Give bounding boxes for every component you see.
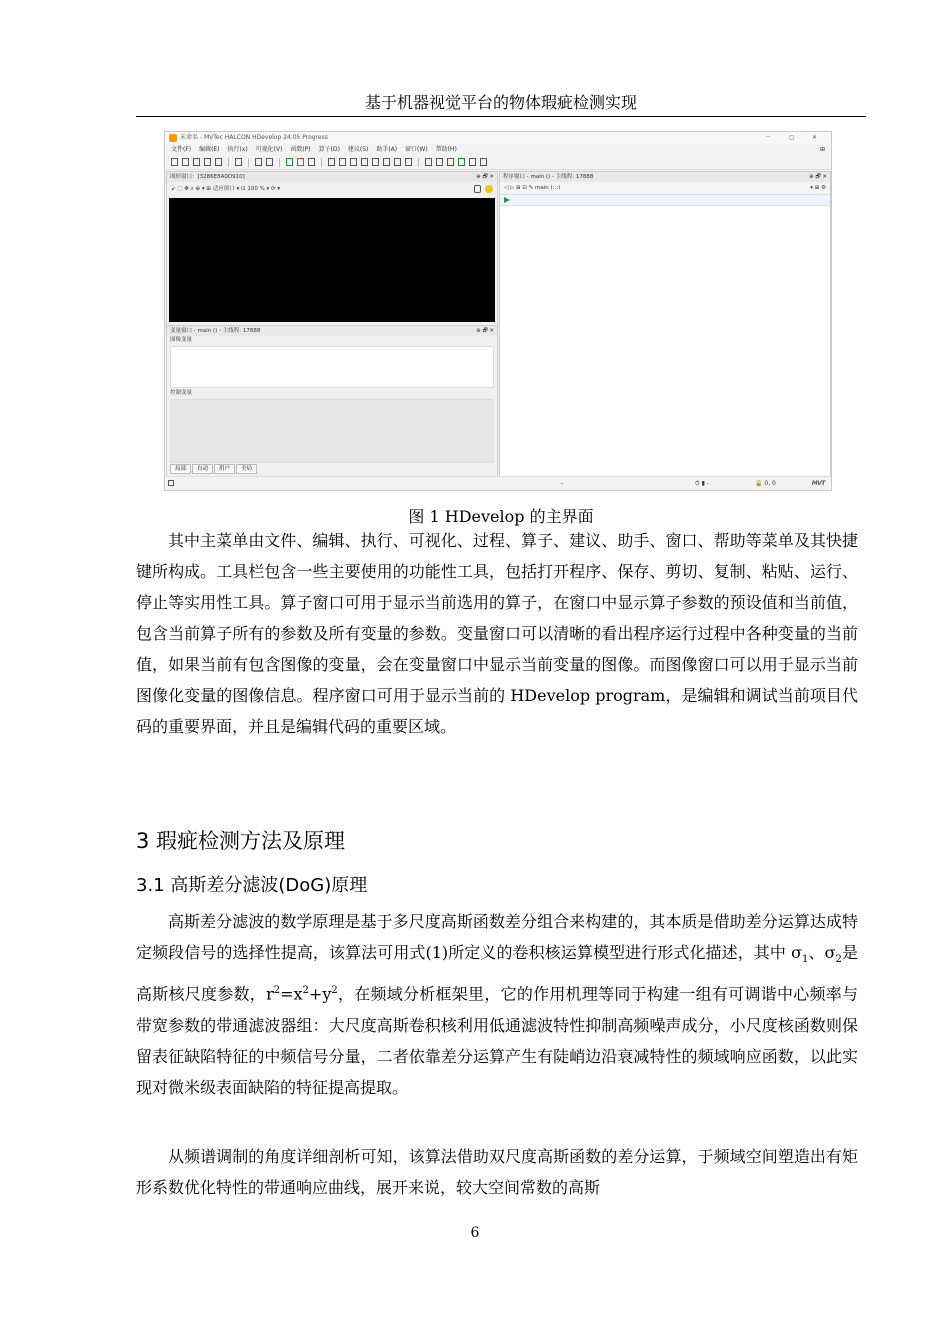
toolbar-separator (248, 158, 249, 167)
line-profile-icon (447, 158, 454, 166)
subsection-heading: 3.1 高斯差分滤波(DoG)原理 (136, 875, 368, 896)
figure-window-titlebar (165, 132, 831, 144)
text-run: +y (308, 984, 332, 1004)
timer-icon (405, 158, 412, 166)
open-file-icon (182, 158, 189, 166)
text-run: ，在频域分析框架里，它的作用机理等同于构建一组有可调谐中心频率与带宽参数的带通滤波器组：大尺度高斯卷积核利用低通滤波特性抑制高频噪声成分，小尺度核函数则保留表征缺陷特征的中频信号分量，二者依靠差分运算产生有陡峭边沿衰减特性的频域响应函数，以此实现对微米级表面缺陷的特征提高提取。 (136, 984, 858, 1097)
menu-assistants: 助手(A) (376, 146, 398, 153)
tab-auto: 自动 (192, 464, 213, 474)
program-current-line (500, 195, 830, 206)
toolbar-separator (418, 158, 419, 167)
search-icon (425, 158, 432, 166)
undo-icon (255, 158, 262, 166)
text-run: =x (280, 984, 303, 1004)
figure-statusbar (165, 476, 831, 490)
variable-window-title-text: 变量窗口 - main () - 主线程: 17888 (170, 328, 261, 334)
iconic-variables-area (170, 346, 494, 388)
running-header: 基于机器视觉平台的物体瑕疵检测实现 (136, 90, 866, 117)
pc-arrow-icon (504, 197, 510, 203)
figure-window-title: 未命名 - MVTec HALCON HDevelop 24.05 Progress (180, 134, 328, 141)
program-window-pane (499, 171, 831, 477)
font-icon (480, 158, 487, 166)
variable-window-pane (166, 325, 498, 477)
menu-help: 帮助(H) (435, 146, 457, 153)
hdevelop-screenshot-figure (164, 131, 832, 491)
graphics-window-pane (166, 171, 498, 326)
step-icon (339, 158, 346, 166)
redo-icon (266, 158, 273, 166)
window-icon (235, 158, 242, 166)
subscript: 2 (835, 954, 842, 966)
program-toolbar-right: ▾ ⊞ ⚙ (810, 185, 826, 191)
copy-icon (286, 158, 293, 166)
section-heading: 3 瑕疵检测方法及原理 (136, 829, 346, 853)
menu-execute: 执行(x) (227, 146, 248, 153)
mvtec-logo: MVT (811, 480, 825, 487)
profile-icon (394, 158, 401, 166)
grid-icon: ⊞ (819, 146, 825, 153)
program-window-title (500, 172, 830, 182)
status-coords: 🔒 0, 0 (755, 480, 776, 487)
variable-window-title (167, 326, 497, 336)
graphics-canvas (169, 198, 495, 322)
menu-window: 窗口(W) (405, 146, 428, 153)
run-icon (328, 158, 335, 166)
toolbar-separator (279, 158, 280, 167)
halcon-logo-icon (169, 134, 177, 142)
page-number: 6 (470, 1225, 480, 1241)
text-run: 是高斯核尺度参数，r (136, 943, 858, 1004)
binoculars-icon (308, 158, 315, 166)
graphics-window-title-text: 图形窗口：[3286E8A0D910] (170, 174, 245, 180)
menu-suggestions: 建议(S) (347, 146, 369, 153)
new-file-icon (171, 158, 178, 166)
feature-icon (458, 158, 465, 166)
program-window-title-text: 程序窗口 - main () - 主线程: 17888 (503, 174, 594, 180)
tab-user: 用户 (214, 464, 235, 474)
paste-icon (297, 158, 304, 166)
step-into-icon (361, 158, 368, 166)
figure-menubar (165, 144, 831, 155)
stop-icon (372, 158, 379, 166)
control-variables-label: 控制变量 (170, 390, 193, 396)
step-over-icon (350, 158, 357, 166)
status-icons: ⏱ ▮ - (695, 480, 709, 487)
pane-controls: ⊕ 🗗 ✕ (476, 328, 494, 334)
figure-toolbar (165, 155, 832, 170)
toolbar-separator (321, 158, 322, 167)
text-run: 高斯差分滤波的数学原理是基于多尺度高斯函数差分组合来构建的，其本质是借助差分运算达成特定频段信号的选择性提高，该算法可用式(1)所定义的卷积核运算模型进行形式化描述，其中 σ (136, 912, 858, 962)
program-toolbar-text: ◁ ▷ ⊞ ⊡ ✎ main (:::) (504, 185, 561, 191)
graphics-toolbar (167, 182, 497, 196)
menu-edit: 编辑(E) (199, 146, 220, 153)
pane-controls: ⊕ 🗗 ✕ (476, 174, 494, 180)
menu-visualize: 可视化(V) (255, 146, 283, 153)
superscript: 2 (331, 985, 338, 997)
pane-controls: ⊕ 🗗 ✕ (809, 174, 827, 180)
histogram-icon (436, 158, 443, 166)
graphics-window-title (167, 172, 497, 182)
program-toolbar (500, 182, 830, 195)
toolbar-separator (228, 158, 229, 167)
tab-local: 局部 (170, 464, 191, 474)
menu-operators: 算子(O) (318, 146, 340, 153)
superscript: 2 (302, 985, 309, 997)
menu-procedures: 函数(P) (290, 146, 311, 153)
open-folder-icon (193, 158, 200, 166)
tab-global: 全局 (236, 464, 257, 474)
figure-caption: 图 1 HDevelop 的主界面 (408, 507, 594, 526)
iconic-variables-label: 图像变量 (170, 337, 193, 343)
save-icon (204, 158, 211, 166)
text-run: 、σ (808, 943, 836, 962)
paragraph-dog-principle (136, 906, 858, 1103)
window-controls: － ◻ ✕ (765, 134, 825, 141)
menu-file: 文件(F) (171, 146, 192, 153)
lightbulb-icon (485, 185, 493, 193)
superscript: 2 (273, 985, 281, 997)
paragraph-intro: 其中主菜单由文件、编辑、执行、可视化、过程、算子、建议、助手、窗口、帮助等菜单及其快捷键所构成。工具栏包含一些主要使用的功能性工具，包括打开程序、保存、剪切、复制、粘贴、运行、停止等实用性工具。算子窗口可用于显示当前选用的算子，在窗口中显示算子参数的预设值和当前值，包含当前算子所有的参数及所有变量的参数。变量窗口可以清晰的看出程序运行过程中各种变量的当前值，如果当前有包含图像的变量，会在变量窗口中显示当前变量的图像。而图像窗口可以用于显示当前图像化变量的图像信息。程序窗口可用于显示当前的 HDevelop program，是编辑和调试当前项目代码的重要界面，并且是编辑代码的重要区域。 (136, 531, 858, 736)
variable-tabs (170, 464, 257, 474)
status-mid: - (561, 480, 564, 487)
reset-icon (383, 158, 390, 166)
lock-icon (474, 185, 481, 193)
play-icon (168, 480, 174, 486)
paragraph-spectral: 从频谱调制的角度详细剖析可知，该算法借助双尺度高斯函数的差分运算，于频域空间塑造出有矩形系数优化特性的带通响应曲线，展开来说，较大空间常数的高斯 (136, 1147, 858, 1197)
graphics-toolbar-text: ↙ ⬚ ✥ ⌕ ⊕ ▾ ⊞ 适应窗口 ▾ ⊡ 100 % ▾ ⟳ ▾ (171, 186, 281, 192)
control-variables-area (170, 399, 494, 463)
save-all-icon (215, 158, 222, 166)
chart-icon (469, 158, 476, 166)
subscript: 1 (802, 954, 809, 966)
